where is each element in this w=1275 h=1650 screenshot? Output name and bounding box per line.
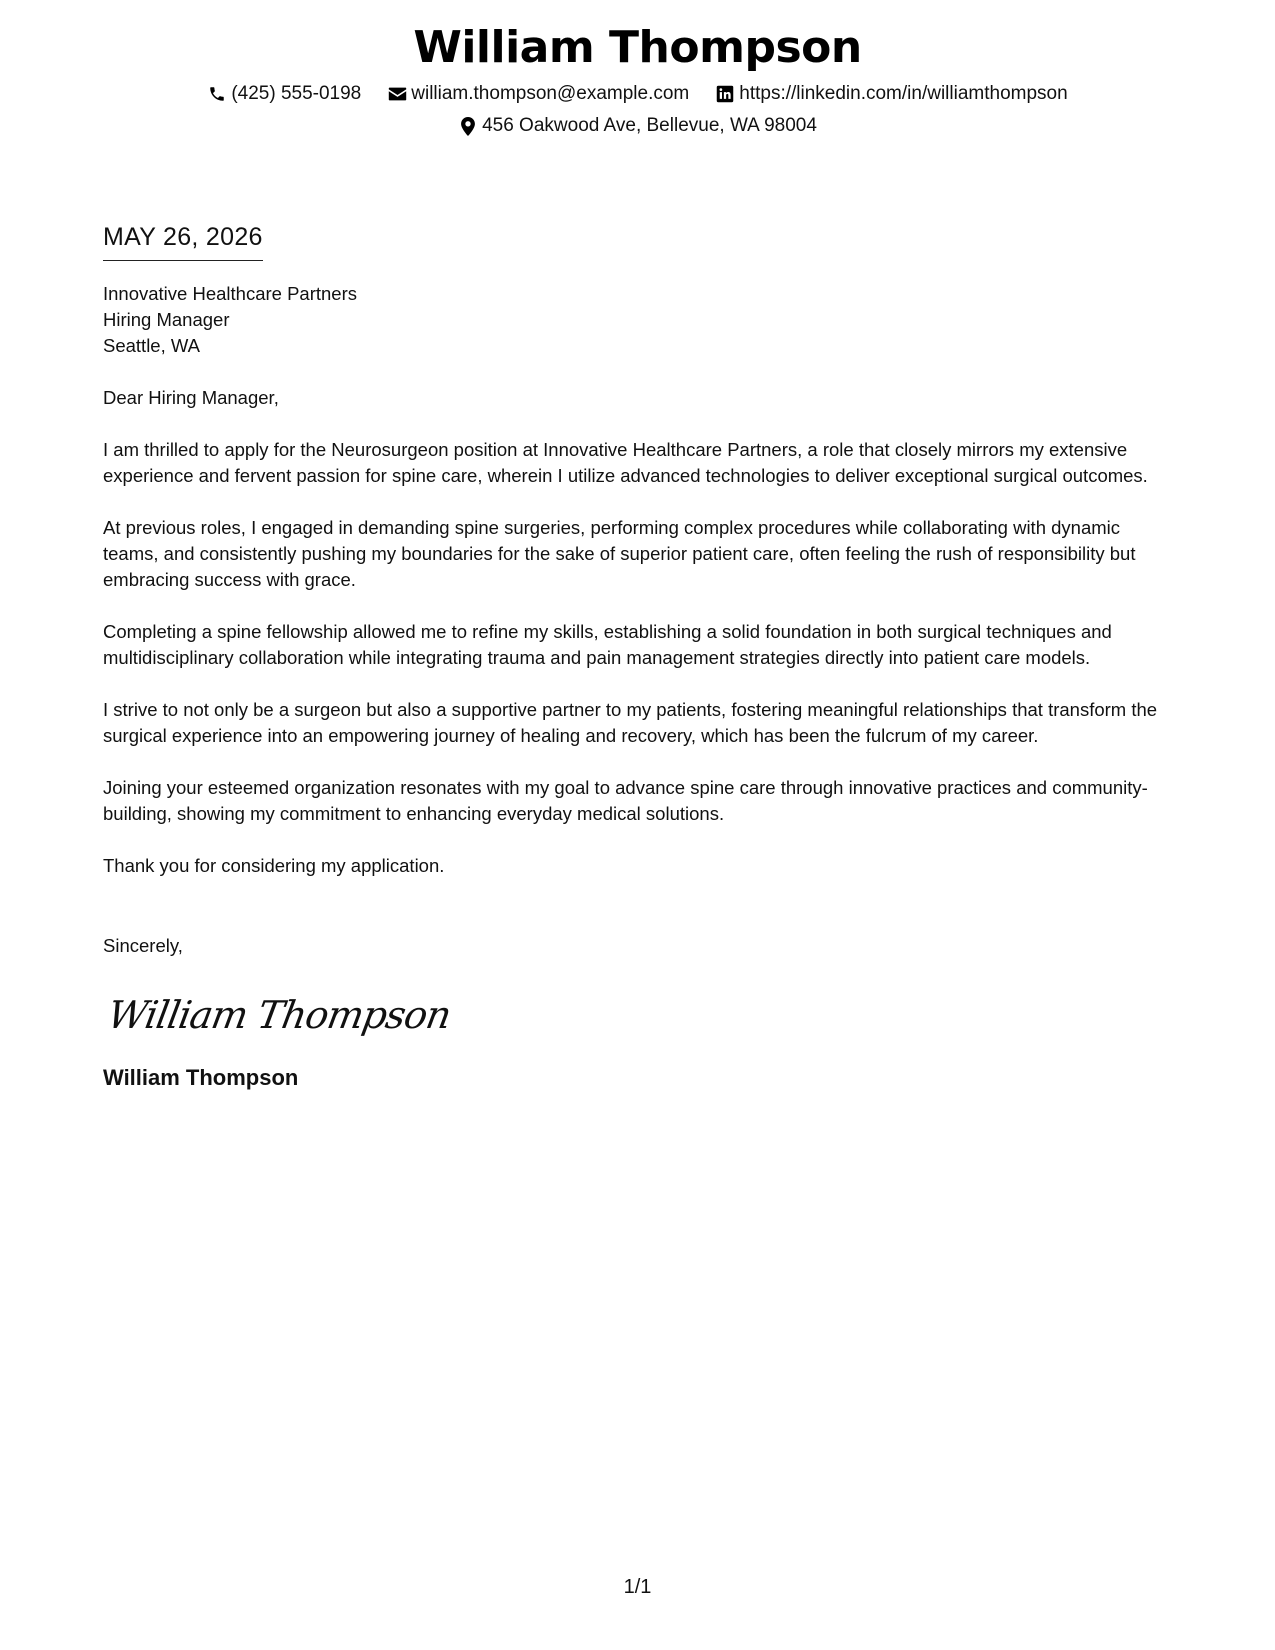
recipient-location: Seattle, WA — [103, 335, 200, 356]
recipient-block — [103, 281, 1178, 359]
body-paragraph: Joining your esteemed organization resonates with my goal to advance spine care through innovative practices and community-building, showing my commitment to enhancing everyday medical solutions. — [103, 777, 1148, 824]
body-paragraph: Completing a spine fellowship allowed me to refine my skills, establishing a solid foundation in both surgical techniques and multidisciplinary collaboration while integrating trauma and pain management strategies directly into patient care models. — [103, 621, 1112, 668]
letter-body — [103, 220, 1178, 1093]
applicant-name: William Thompson — [413, 22, 862, 73]
map-marker-icon — [458, 116, 478, 136]
handwritten-signature: William Thompson — [104, 993, 454, 1037]
salutation: Dear Hiring Manager, — [103, 387, 279, 408]
letter-date: MAY 26, 2026 — [103, 220, 263, 261]
contact-row — [0, 80, 1275, 108]
phone-number: (425) 555-0198 — [231, 83, 362, 104]
linkedin-icon — [715, 84, 735, 104]
letter-header — [0, 18, 1275, 140]
recipient-company: Innovative Healthcare Partners — [103, 283, 357, 304]
recipient-title: Hiring Manager — [103, 309, 230, 330]
signer-name: William Thompson — [103, 1065, 299, 1090]
page-number: 1/1 — [623, 1576, 652, 1598]
address-text: 456 Oakwood Ave, Bellevue, WA 98004 — [482, 115, 817, 136]
address-row — [0, 112, 1275, 140]
thank-you-line: Thank you for considering my application. — [103, 855, 445, 876]
linkedin-link[interactable]: https://linkedin.com/in/williamthompson — [739, 83, 1068, 104]
body-paragraph: I strive to not only be a surgeon but also a supportive partner to my patients, fostering meaningful relationships that transform the surgical experience into an empowering journey of healing and recovery, which has been the fulcrum of my career. — [103, 699, 1158, 746]
closing: Sincerely, — [103, 935, 183, 956]
body-paragraph: At previous roles, I engaged in demanding spine surgeries, performing complex procedures while collaborating with dynamic teams, and consistently pushing my boundaries for the sake of superior patient care, often feeling the rush of responsibility but embracing success with grace. — [103, 517, 1136, 590]
email-contact — [387, 80, 689, 108]
linkedin-contact — [715, 80, 1067, 108]
address-contact — [458, 112, 817, 140]
envelope-icon — [387, 84, 407, 104]
phone-contact — [207, 80, 361, 108]
body-paragraph: I am thrilled to apply for the Neurosurgeon position at Innovative Healthcare Partners, a role that closely mirrors my extensive experience and fervent passion for spine care, wherein I utilize advanced technologies to deliver exceptional surgical outcomes. — [103, 439, 1148, 486]
phone-icon — [207, 84, 227, 104]
email-link[interactable]: william.thompson@example.com — [411, 83, 690, 104]
